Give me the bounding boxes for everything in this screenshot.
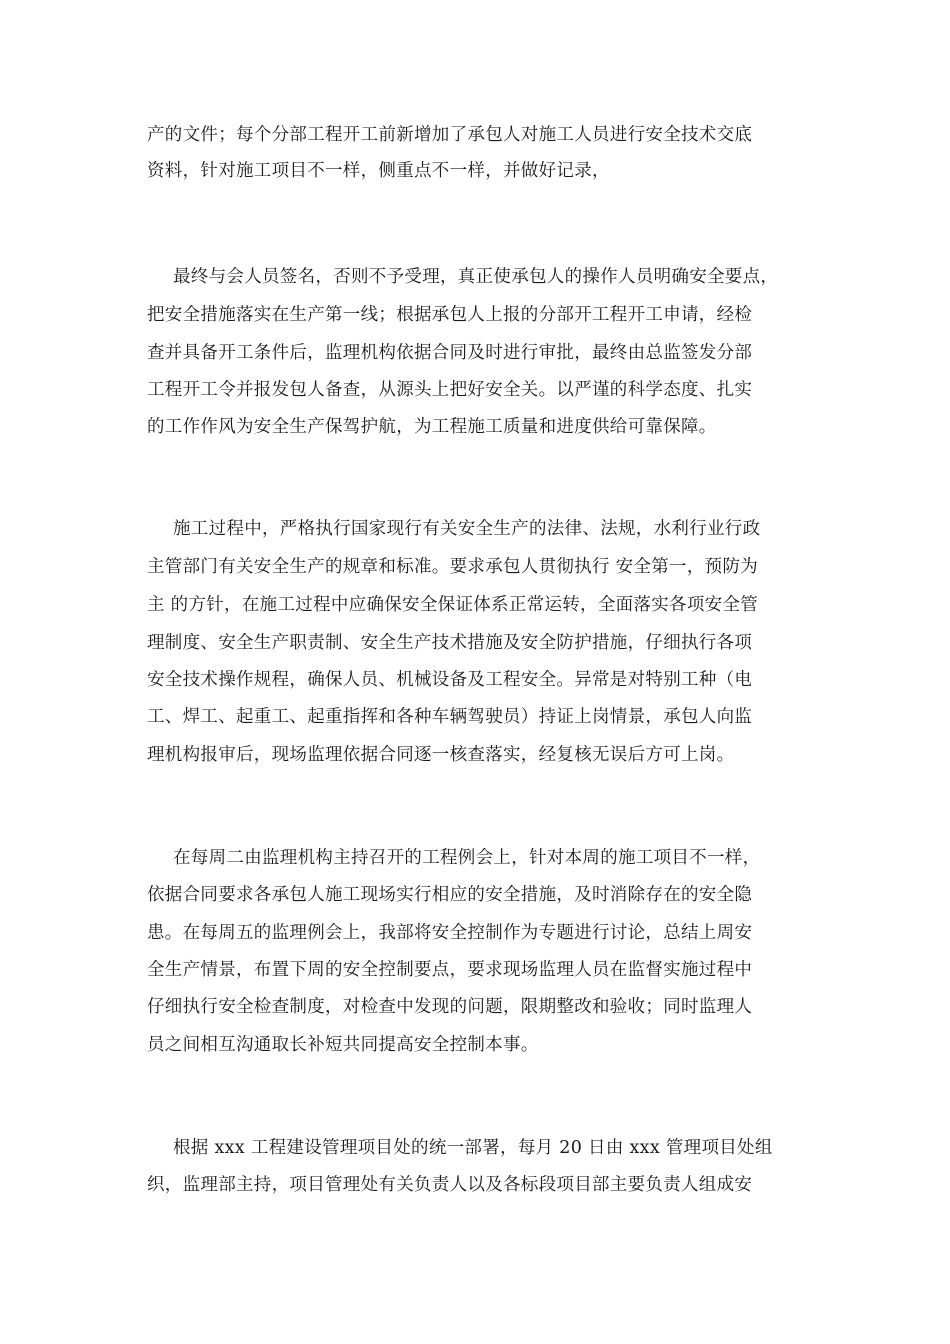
paragraph-first-line: 施工过程中，严格执行国家现行有关安全生产的法律、法规，水利行业行政 (173, 519, 761, 539)
text-line: 全生产情景，布置下周的安全控制要点，要求现场监理人员在监督实施过程中 (147, 960, 753, 980)
paragraph-first-line: 最终与会人员签名，否则不予受理，真正使承包人的操作人员明确安全要点， (173, 267, 779, 287)
paragraph-first-line: 在每周二由监理机构主持召开的工程例会上，针对本周的施工项目不一样， (173, 848, 761, 868)
text-line: 把安全措施落实在生产第一线；根据承包人上报的分部开工程开工申请，经检 (147, 305, 753, 325)
text-line: 主管部门有关安全生产的规章和标准。要求承包人贯彻执行 安全第一，预防为 (147, 557, 759, 577)
text-line: 主 的方针，在施工过程中应确保安全保证体系正常运转，全面落实各项安全管 (147, 595, 759, 615)
text-line: 理机构报审后，现场监理依据合同逐一核查落实，经复核无误后方可上岗。 (147, 745, 735, 765)
text-line: 员之间相互沟通取长补短共同提高安全控制本事。 (147, 1035, 539, 1055)
text-line: 依据合同要求各承包人施工现场实行相应的安全措施，及时消除存在的安全隐 (147, 885, 753, 905)
text-line: 资料，针对施工项目不一样，侧重点不一样，并做好记录， (147, 161, 610, 181)
text-line: 工程开工令并报发包人备查，从源头上把好安全关。以严谨的科学态度、扎实 (147, 380, 753, 400)
paragraph-first-line: 根据 xxx 工程建设管理项目处的统一部署，每月 20 日由 xxx 管理项目处组 (173, 1138, 773, 1158)
text-line: 理制度、安全生产职责制、安全生产技术措施及安全防护措施，仔细执行各项 (147, 633, 753, 653)
text-line: 的工作作风为安全生产保驾护航，为工程施工质量和进度供给可靠保障。 (147, 417, 717, 437)
text-line: 患。在每周五的监理例会上，我部将安全控制作为专题进行讨论，总结上周安 (147, 923, 753, 943)
text-line: 安全技术操作规程，确保人员、机械设备及工程安全。异常是对特别工种（电 (147, 670, 753, 690)
text-line: 查并具备开工条件后，监理机构依据合同及时进行审批，最终由总监签发分部 (147, 343, 753, 363)
text-line: 产的文件；每个分部工程开工前新增加了承包人对施工人员进行安全技术交底 (147, 125, 753, 145)
text-line: 工、焊工、起重工、起重指挥和各种车辆驾驶员）持证上岗情景，承包人向监 (147, 707, 753, 727)
text-line: 织，监理部主持，项目管理处有关负责人以及各标段项目部主要负责人组成安 (147, 1175, 753, 1195)
text-line: 仔细执行安全检查制度，对检查中发现的问题，限期整改和验收；同时监理人 (147, 997, 753, 1017)
